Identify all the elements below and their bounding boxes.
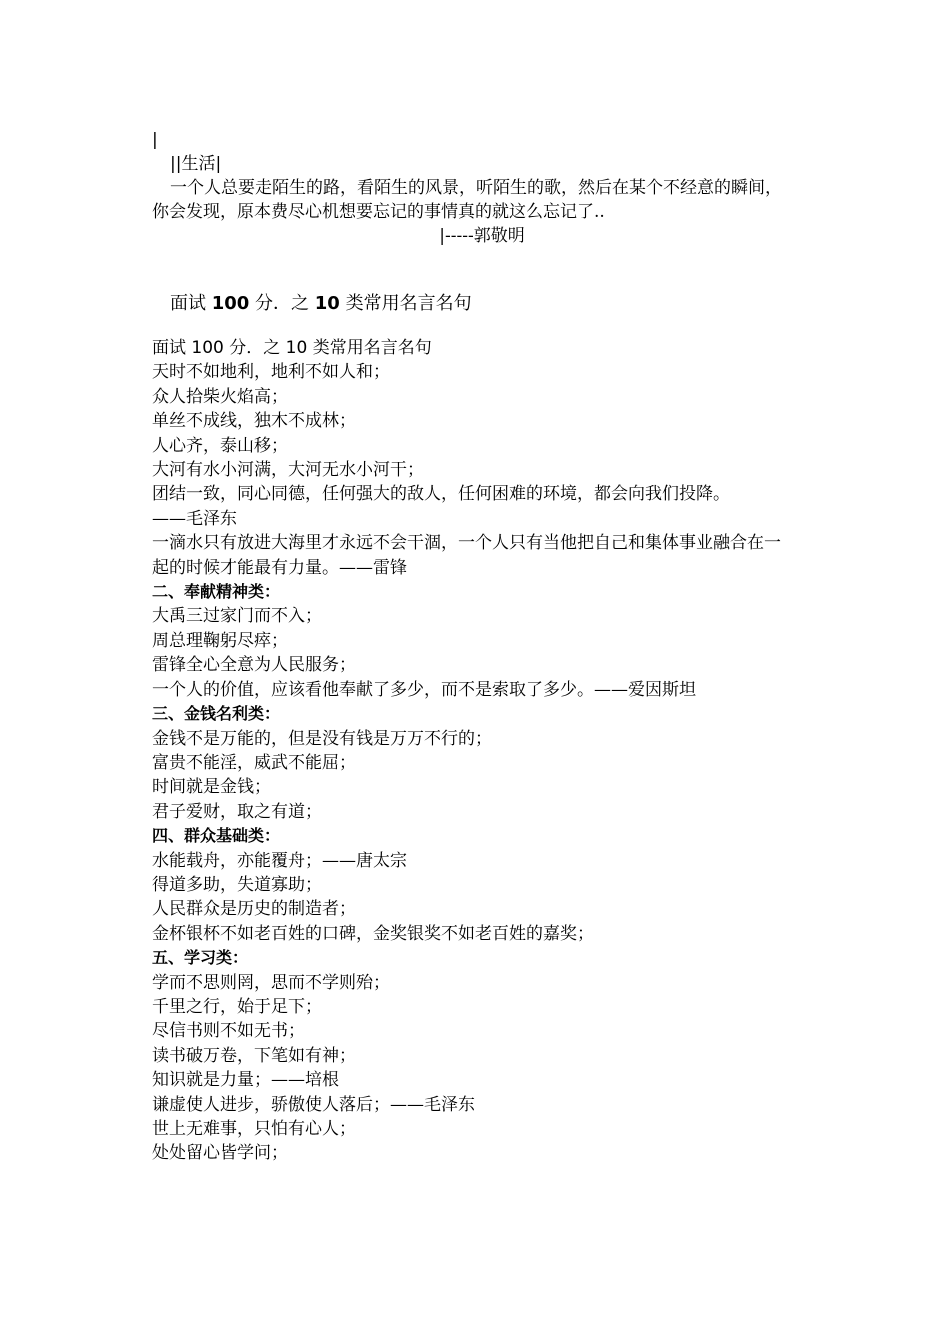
quote-line: 处处留心皆学问； [152,1143,288,1164]
section-title-suffix: 类常用名言名句 [345,293,472,314]
quote-line: 天时不如地利，地利不如人和； [152,362,390,383]
section-title [170,291,472,317]
quote-line: 千里之行，始于足下； [152,996,322,1017]
section-title-mid: 分．之 [255,293,310,314]
section-title-num2: 10 [314,293,340,314]
section-title-num1: 100 [211,293,250,314]
quote-line: ——毛泽东 [152,508,237,529]
quote-line: 雷锋全心全意为人民服务； [152,655,356,676]
quote-line: 学而不思则罔，思而不学则殆； [152,972,390,993]
quote-line: 金钱不是万能的，但是没有钱是万万不行的； [152,728,492,749]
quote-line: 尽信书则不如无书； [152,1021,305,1042]
header-block [152,128,792,248]
quote-line: 富贵不能淫，威武不能屈； [152,752,356,773]
category-heading: 三、金钱名利类： [152,704,281,724]
quote-line: 读书破万卷，下笔如有神； [152,1045,356,1066]
life-tag: ||生活| [170,154,222,174]
quote-line: 知识就是力量；——培根 [152,1070,339,1091]
section-title-prefix: 面试 [170,293,206,314]
quote-line: 君子爱财，取之有道； [152,801,322,822]
quote-line: 人心齐，泰山移； [152,435,288,456]
quote-line: 众人拾柴火焰高； [152,386,288,407]
quote-line: 一个人的价值，应该看他奉献了多少，而不是索取了多少。——爱因斯坦 [152,679,696,700]
quote-line: 时间就是金钱； [152,777,271,798]
quote-line: 一滴水只有放进大海里才永远不会干涸，一个人只有当他把自己和集体事业融合在一起的时候才能最有力量。——雷锋 [152,533,781,578]
quote-list [152,336,792,1166]
quote-line: 世上无难事，只怕有心人； [152,1119,356,1139]
category-heading: 五、学习类： [152,948,249,968]
header-bar: | [152,130,158,150]
quote-line: 单丝不成线，独木不成林； [152,411,356,432]
quote-line: 水能载舟，亦能覆舟；——唐太宗 [152,850,407,871]
quote-line: 人民群众是历史的制造者； [152,899,356,920]
quote-line: 大禹三过家门而不入； [152,606,322,627]
quote-signature: |-----郭敬明 [439,226,525,246]
quote-line: 谦虚使人进步，骄傲使人落后；——毛泽东 [152,1094,475,1115]
quote-line: 团结一致，同心同德，任何强大的敌人，任何困难的环境，都会向我们投降。 [152,484,730,505]
quote-line: 面试 100 分．之 10 类常用名言名句 [152,338,432,358]
category-heading: 四、群众基础类： [152,826,281,846]
quote-line: 得道多助，失道寡助； [152,874,322,895]
quote-line: 大河有水小河满，大河无水小河干； [152,460,424,481]
category-heading: 二、奉献精神类： [152,582,281,602]
quote-line: 金杯银杯不如老百姓的口碑，金奖银奖不如老百姓的嘉奖； [152,923,594,944]
quote-line: 周总理鞠躬尽瘁； [152,630,288,651]
header-quote: 一个人总要走陌生的路，看陌生的风景，听陌生的歌，然后在某个不经意的瞬间，你会发现，原本费尽心机想要忘记的事情真的就这么忘记了.. [152,178,782,222]
